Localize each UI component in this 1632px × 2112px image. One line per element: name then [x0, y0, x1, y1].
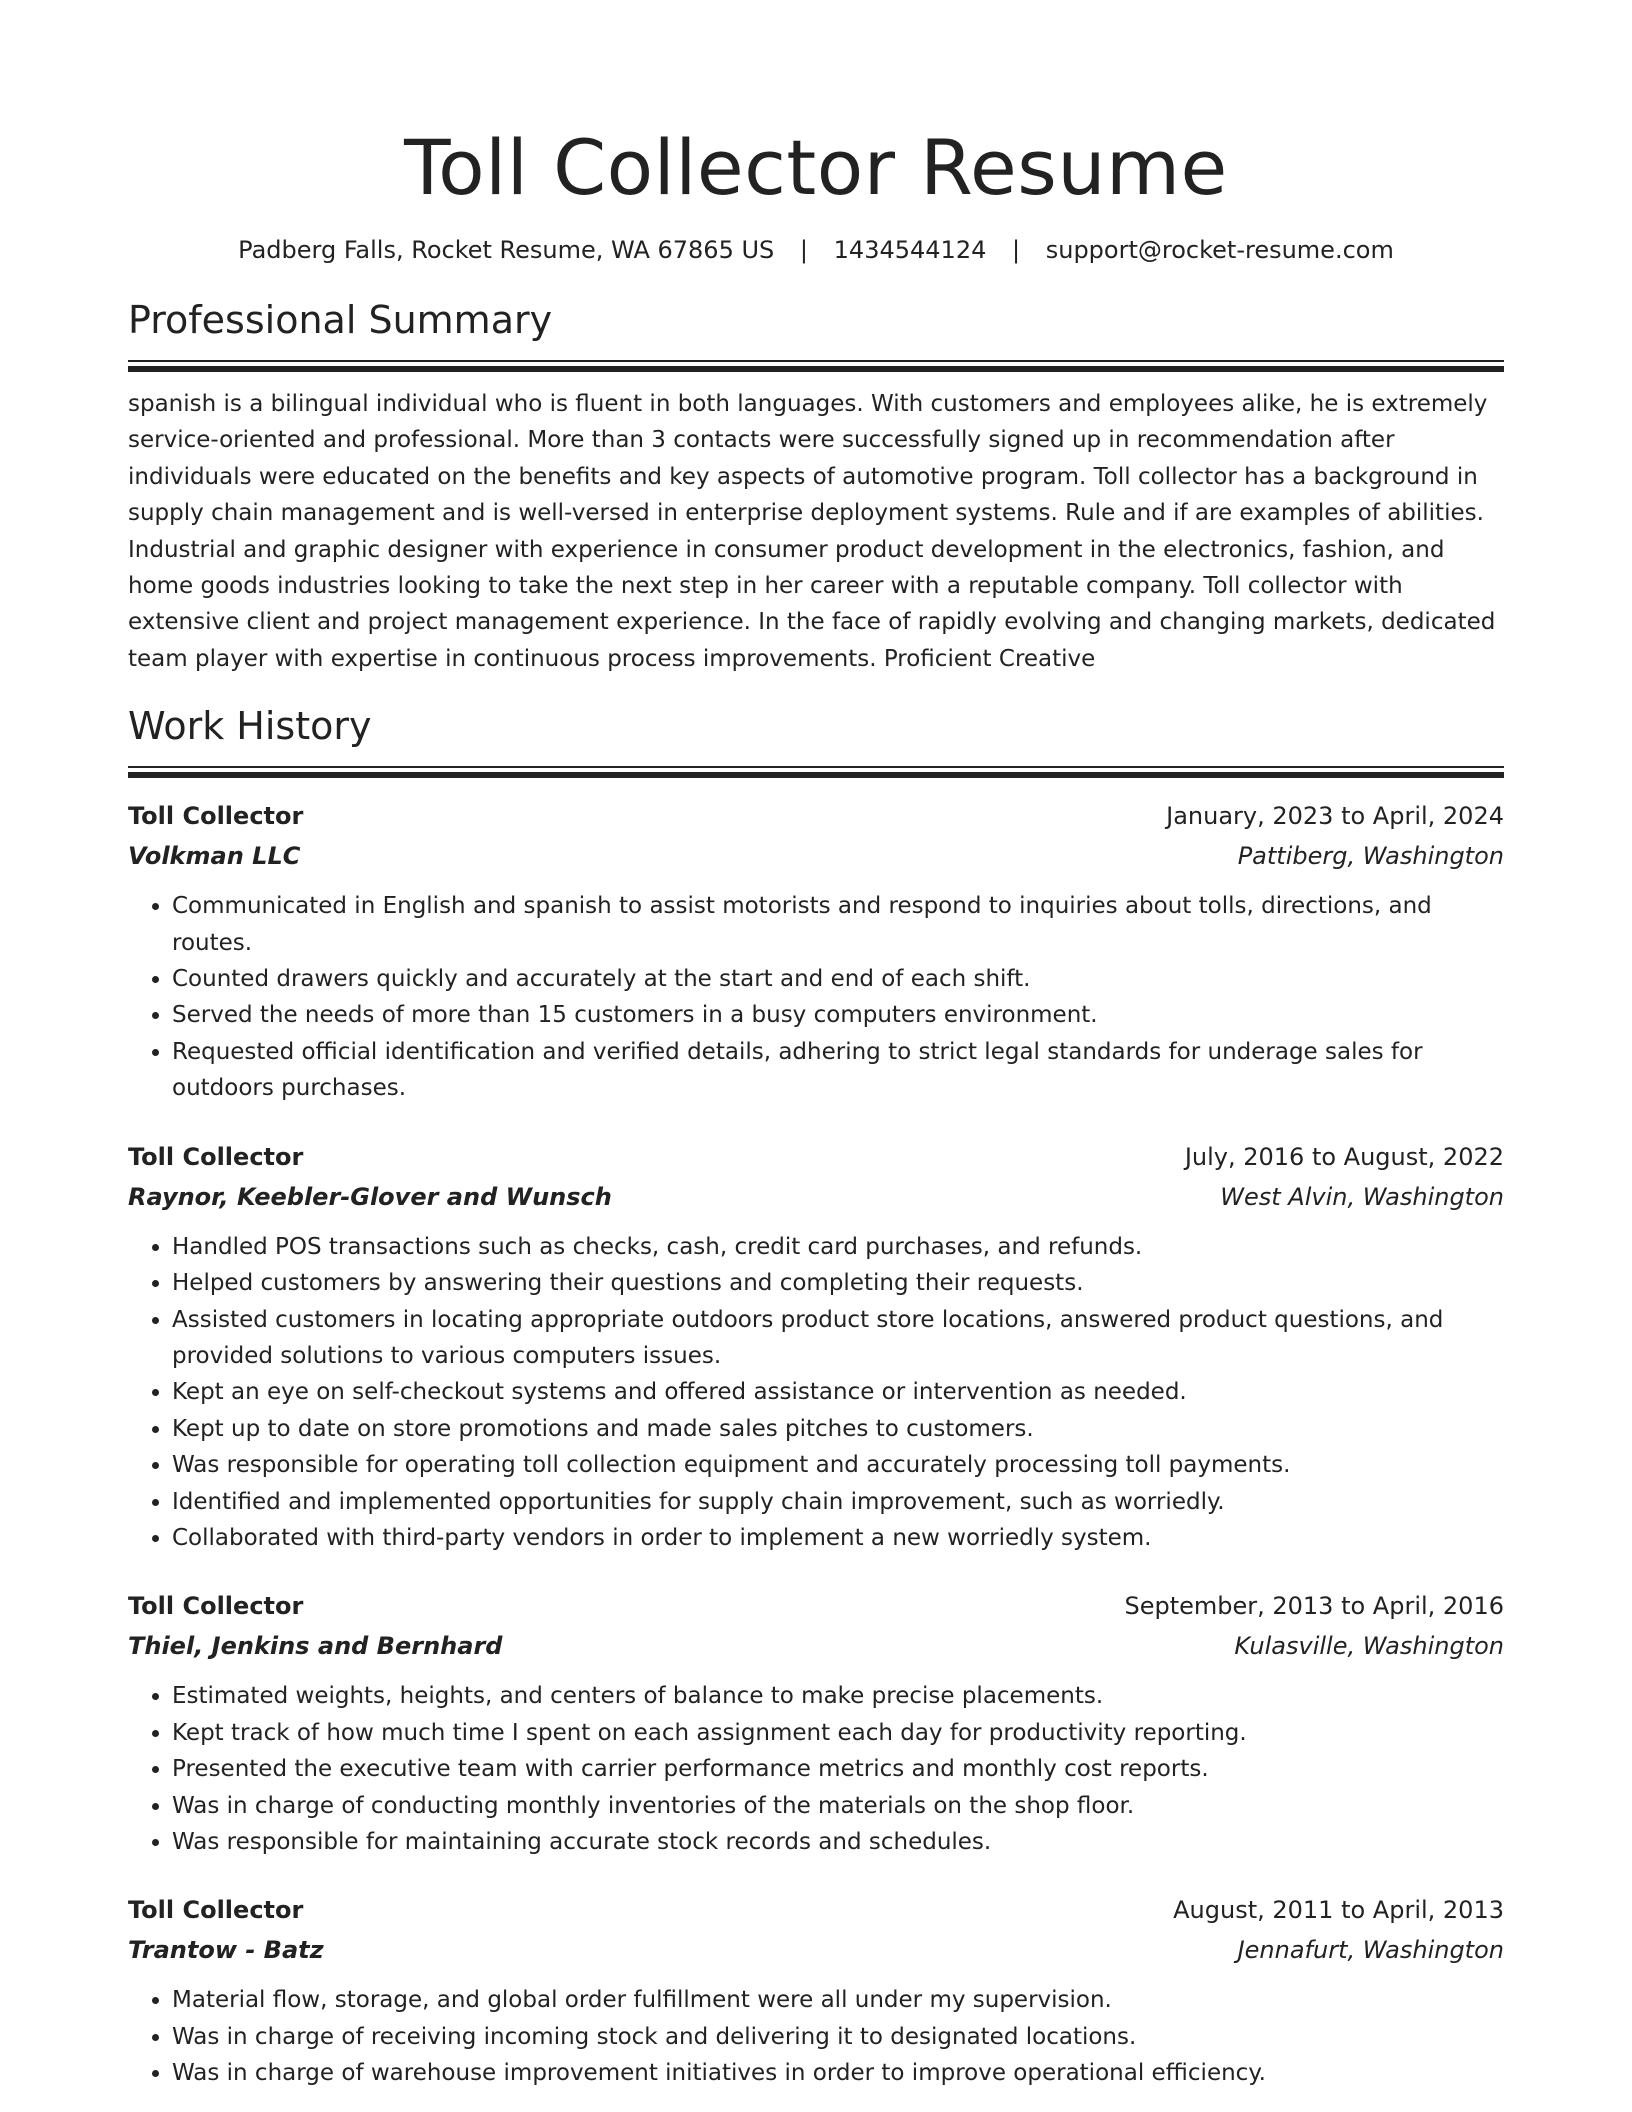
job-dates: January, 2023 to April, 2024	[1166, 802, 1504, 831]
job-bullet: • Estimated weights, heights, and centers of balance to make precise placements.	[172, 1678, 1504, 1714]
job-dates: August, 2011 to April, 2013	[1173, 1896, 1504, 1925]
job-bullet: • Requested official identification and verified details, adhering to strict legal standards for underage sales for outdoors purchases.	[172, 1034, 1504, 1107]
job-bullet: • Kept an eye on self-checkout systems and offered assistance or intervention as needed.	[172, 1374, 1504, 1410]
job-location: Jennafurt, Washington	[1237, 1936, 1504, 1965]
job-bullet: • Collaborated with third-party vendors in order to implement a new worriedly system.	[172, 1520, 1504, 1556]
contact-separator: |	[1012, 236, 1021, 264]
contact-separator: |	[799, 236, 809, 264]
job-dates: July, 2016 to August, 2022	[1184, 1142, 1504, 1171]
job-header-row	[128, 1586, 1504, 1626]
job-bullet: • Was in charge of conducting monthly inventories of the materials on the shop floor.	[172, 1788, 1504, 1824]
job-bullet: • Identified and implemented opportunities for supply chain improvement, such as worriedly.	[172, 1484, 1504, 1520]
contact-address: Padberg Falls, Rocket Resume, WA 67865 US	[238, 236, 775, 264]
contact-email: support@rocket-resume.com	[1045, 236, 1394, 264]
job-entry	[128, 1137, 1504, 1557]
job-company: Trantow - Batz	[128, 1936, 324, 1965]
job-entry	[128, 796, 1504, 1106]
summary-text: spanish is a bilingual individual who is fluent in both languages. With customers and employees alike, he is extremely service-oriented and professional. More than 3 contacts were successfully signed up in recommendation after individuals were educated on the benefits and key aspects of automotive program. Toll collector has a background in supply chain management and is well-versed in enterprise deployment systems. Rule and if are examples of abilities. Industrial and graphic designer with experience in consumer product development in the electronics, fashion, and home goods industries looking to take the next step in her career with a reputable company. Toll collector with extensive client and project management experience. In the face of rapidly evolving and changing markets, dedicated team player with expertise in continuous process improvements. Proficient Creative	[128, 391, 1496, 672]
job-bullet: • Assisted customers in locating appropriate outdoors product store locations, answered product questions, and provided solutions to various computers issues.	[172, 1302, 1504, 1375]
job-bullets	[128, 1982, 1504, 2091]
job-bullet: • Counted drawers quickly and accurately at the start and end of each shift.	[172, 961, 1504, 997]
job-bullet: • Helped customers by answering their questions and completing their requests.	[172, 1265, 1504, 1301]
job-location: Kulasville, Washington	[1234, 1632, 1504, 1661]
job-company: Volkman LLC	[128, 842, 301, 871]
contact-phone: 1434544124	[833, 236, 987, 264]
job-title: Toll Collector	[128, 1142, 304, 1171]
job-bullets	[128, 888, 1504, 1106]
job-subheader-row	[128, 836, 1504, 876]
section-divider	[128, 360, 1504, 372]
job-bullets	[128, 1678, 1504, 1860]
page-title: Toll Collector Resume	[404, 123, 1228, 212]
contact-line	[128, 234, 1504, 266]
job-entry	[128, 1890, 1504, 2091]
job-location: West Alvin, Washington	[1220, 1182, 1504, 1211]
job-bullet: • Kept up to date on store promotions and made sales pitches to customers.	[172, 1411, 1504, 1447]
job-bullet: • Handled POS transactions such as checks, cash, credit card purchases, and refunds.	[172, 1229, 1504, 1265]
job-bullet: • Communicated in English and spanish to assist motorists and respond to inquiries about tolls, directions, and routes.	[172, 888, 1504, 961]
job-bullets	[128, 1229, 1504, 1557]
job-title: Toll Collector	[128, 802, 304, 831]
job-company: Raynor, Keebler-Glover and Wunsch	[128, 1182, 612, 1211]
section-divider	[128, 766, 1504, 778]
job-bullet: • Was in charge of receiving incoming stock and delivering it to designated locations.	[172, 2019, 1504, 2055]
job-header-row	[128, 796, 1504, 836]
job-bullet: • Was responsible for maintaining accurate stock records and schedules.	[172, 1824, 1504, 1860]
job-bullet: • Was responsible for operating toll collection equipment and accurately processing toll payments.	[172, 1447, 1504, 1483]
summary-heading: Professional Summary	[128, 298, 553, 342]
job-title: Toll Collector	[128, 1896, 304, 1925]
job-header-row	[128, 1890, 1504, 1930]
job-header-row	[128, 1137, 1504, 1177]
job-dates: September, 2013 to April, 2016	[1124, 1592, 1504, 1621]
job-bullet: • Kept track of how much time I spent on each assignment each day for productivity reporting.	[172, 1715, 1504, 1751]
job-subheader-row	[128, 1930, 1504, 1970]
job-bullet: • Presented the executive team with carrier performance metrics and monthly cost reports.	[172, 1751, 1504, 1787]
job-company: Thiel, Jenkins and Bernhard	[128, 1632, 503, 1661]
job-bullet: • Served the needs of more than 15 customers in a busy computers environment.	[172, 997, 1504, 1033]
job-entry	[128, 1586, 1504, 1860]
job-subheader-row	[128, 1177, 1504, 1217]
resume-page	[128, 0, 1504, 2092]
job-bullet: • Was in charge of warehouse improvement initiatives in order to improve operational efficiency.	[172, 2055, 1504, 2091]
job-location: Pattiberg, Washington	[1237, 842, 1504, 871]
job-bullet: • Material flow, storage, and global order fulfillment were all under my supervision.	[172, 1982, 1504, 2018]
job-title: Toll Collector	[128, 1592, 304, 1621]
work-history-heading: Work History	[128, 704, 372, 749]
job-subheader-row	[128, 1626, 1504, 1666]
